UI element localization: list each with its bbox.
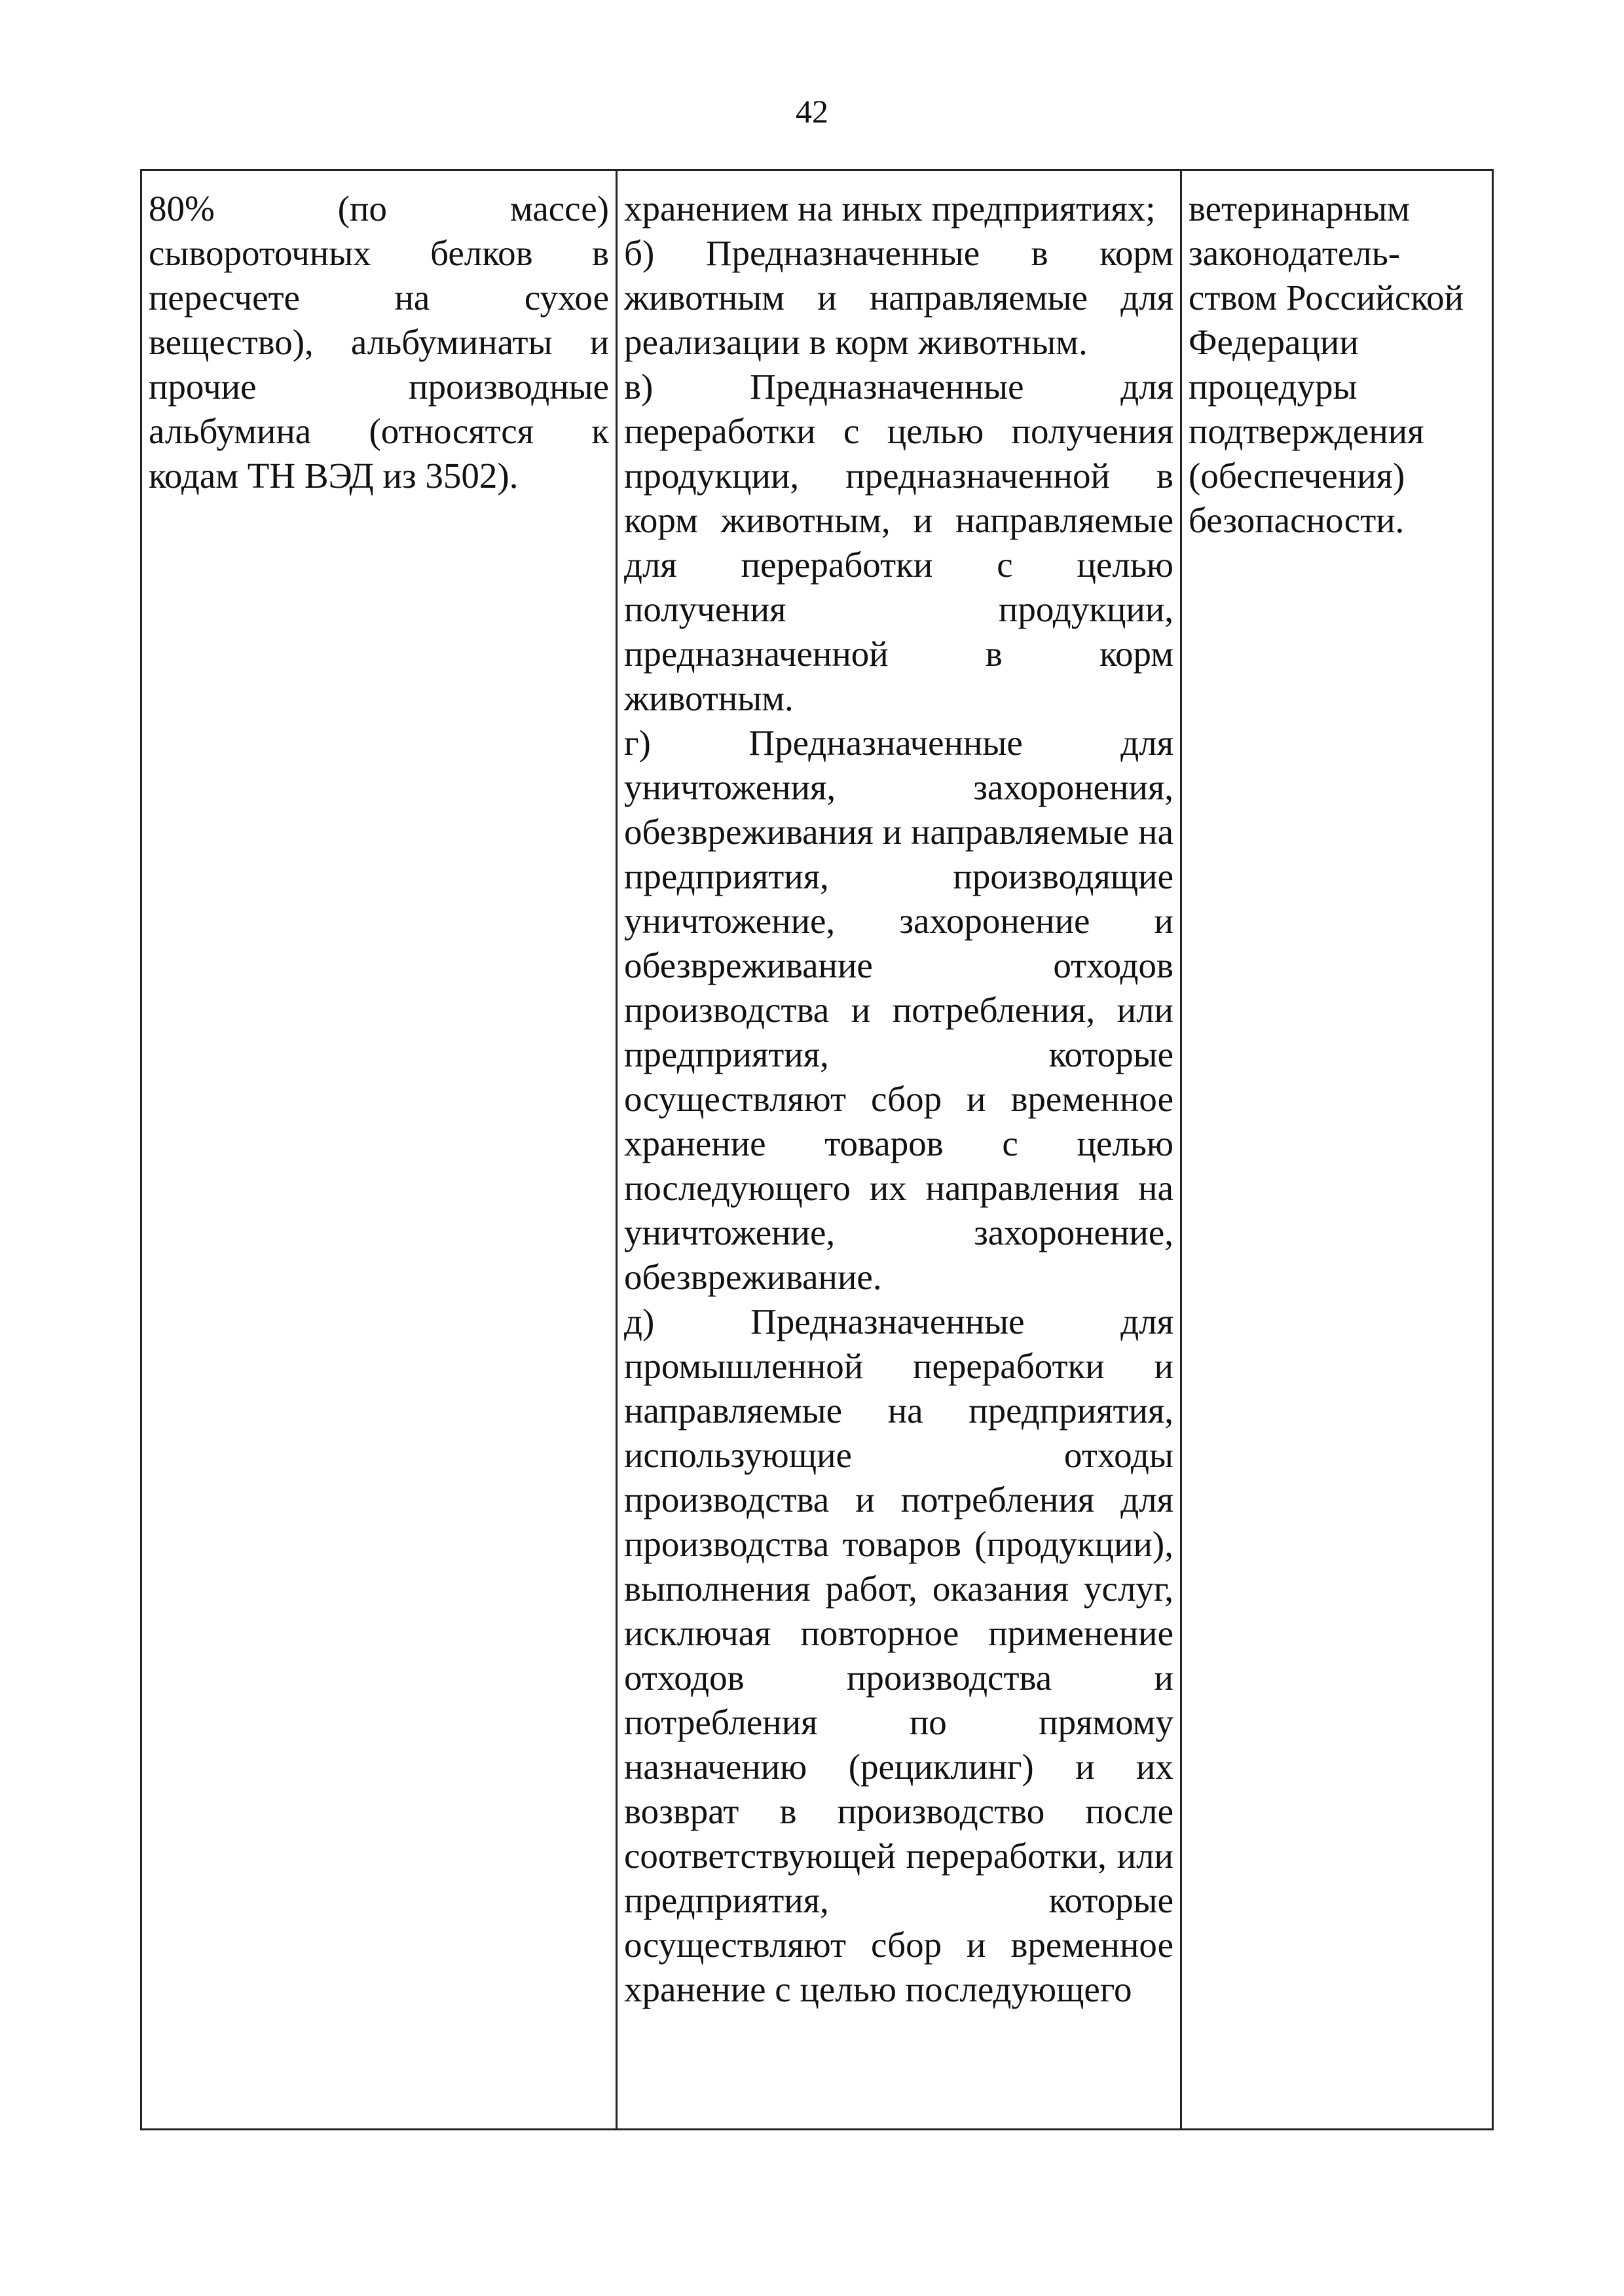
table-cell-product-description	[141, 170, 617, 2130]
table-row	[141, 170, 1493, 2130]
purpose-paragraph-g: г) Предназначенные для уничтожения, захоронения, обезвреживания и направляемые на предприятия, производящие уничтожение, захоронение и обезвреживание отходов производства и потребления, или предприятия, которые осуществляют сбор и временное хранение товаров с целью последующего их направления на уничтожение, захоронение, обезвреживание.	[624, 723, 1173, 1297]
purpose-paragraph-b: б) Предназначенные в корм животным и направляемые для реализации в корм животным.	[624, 233, 1173, 362]
table-cell-purpose-list	[617, 170, 1181, 2130]
purpose-paragraph-continuation: хранением на иных предприятиях;	[624, 189, 1156, 228]
product-description-text: 80% (по массе) сывороточных белков в пересчете на сухое вещество), альбуминаты и прочие производные альбумина (относятся к кодам ТН ВЭД из 3502).	[149, 189, 609, 496]
purpose-paragraph-v: в) Предназначенные для переработки с целью получения продукции, предназначенной в корм животным, и направляемые для переработки с целью получения продукции, предназначенной в корм животным.	[624, 367, 1173, 718]
table-cell-requirements	[1181, 170, 1493, 2130]
document-table	[140, 169, 1494, 2130]
page-number: 42	[796, 93, 828, 130]
requirements-text: ветеринарным законодатель-ством Российской Федерации процедуры подтверждения (обеспечения) безопасности.	[1189, 189, 1464, 540]
purpose-paragraph-d: д) Предназначенные для промышленной переработки и направляемые на предприятия, использующие отходы производства и потребления для производства товаров (продукции), выполнения работ, оказания услуг, исключая повторное применение отходов производства и потребления по прямому назначению (рециклинг) и их возврат в производство после соответствующей переработки, или предприятия, которые осуществляют сбор и временное хранение с целью последующего	[624, 1302, 1173, 2009]
